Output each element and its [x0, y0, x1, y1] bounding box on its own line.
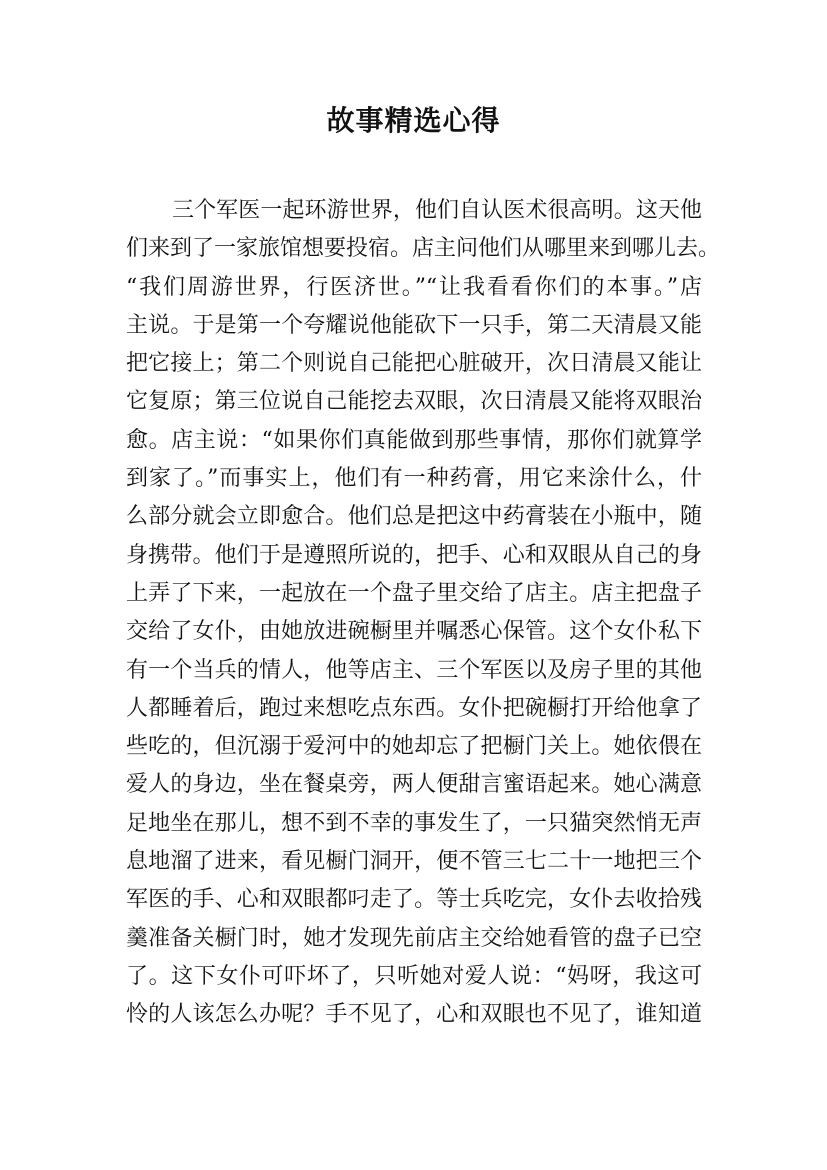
text-line: 把它接上；第二个则说自己能把心脏破开，次日清晨又能让 — [126, 351, 702, 377]
text-line: 交给了女仆，由她放进碗橱里并嘱悉心保管。这个女仆私下 — [126, 619, 702, 645]
text-line: 爱人的身边，坐在餐桌旁，两人便甜言蜜语起来。她心满意 — [126, 772, 702, 798]
text-line: 有一个当兵的情人，他等店主、三个军医以及房子里的其他 — [126, 657, 702, 683]
text-line: 怜的人该怎么办呢？手不见了，心和双眼也不见了，谁知道 — [126, 1002, 702, 1028]
text-line: 人都睡着后，跑过来想吃点东西。女仆把碗橱打开给他拿了 — [126, 695, 702, 721]
text-line: 军医的手、心和双眼都叼走了。等士兵吃完，女仆去收拾残 — [126, 887, 702, 913]
text-line: 上弄了下来，一起放在一个盘子里交给了店主。店主把盘子 — [126, 580, 702, 606]
text-line: 了。这下女仆可吓坏了，只听她对爱人说：“妈呀，我这可 — [126, 963, 702, 989]
story-paragraph — [126, 192, 721, 1035]
text-line: 愈。店主说：“如果你们真能做到那些事情，那你们就算学 — [126, 427, 702, 453]
text-line: 主说。于是第一个夸耀说他能砍下一只手，第二天清晨又能 — [126, 312, 702, 338]
text-line: 到家了。”而事实上，他们有一种药膏，用它来涂什么，什 — [126, 466, 702, 492]
text-line: 息地溜了进来，看见橱门洞开，便不管三七二十一地把三个 — [126, 849, 702, 875]
text-line: 足地坐在那儿，想不到不幸的事发生了，一只猫突然悄无声 — [126, 810, 702, 836]
document-title: 故事精选心得 — [326, 104, 501, 137]
text-line: 身携带。他们于是遵照所说的，把手、心和双眼从自己的身 — [126, 542, 702, 568]
text-line: 三个军医一起环游世界，他们自认医术很高明。这天他 — [172, 198, 702, 223]
text-line: “我们周游世界，行医济世。”“让我看看你们的本事。”店 — [126, 274, 702, 300]
text-line: 们来到了一家旅馆想要投宿。店主问他们从哪里来到哪儿去。 — [126, 236, 721, 262]
text-line: 么部分就会立即愈合。他们总是把这中药膏装在小瓶中，随 — [126, 504, 702, 530]
text-line: 羹准备关橱门时，她才发现先前店主交给她看管的盘子已空 — [126, 925, 702, 951]
text-line: 些吃的，但沉溺于爱河中的她却忘了把橱门关上。她依偎在 — [126, 734, 702, 760]
text-line: 它复原；第三位说自己能挖去双眼，次日清晨又能将双眼治 — [126, 389, 702, 415]
